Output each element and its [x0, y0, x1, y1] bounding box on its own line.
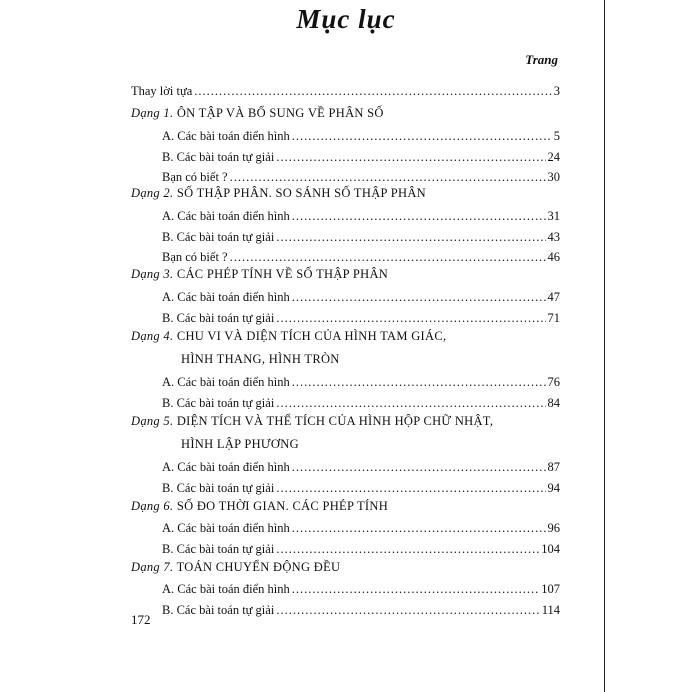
toc-entry-label: B. Các bài toán tự giải: [162, 310, 275, 325]
toc-entry[interactable]: [162, 311, 560, 329]
toc-entry-page: 114: [541, 602, 560, 617]
dot-leader: [292, 375, 546, 390]
toc-entry-label: A. Các bài toán điển hình: [162, 460, 290, 474]
dot-leader: [194, 84, 551, 99]
toc-entry[interactable]: [162, 150, 560, 168]
page-title: Mục lục: [296, 4, 396, 34]
toc-entry-label: B. Các bài toán tự giải: [162, 602, 275, 617]
dot-leader: [292, 290, 546, 305]
dot-leader: [276, 481, 545, 496]
section-title-continued: HÌNH LẬP PHƯƠNG: [181, 437, 299, 451]
toc-entry-label: B. Các bài toán tự giải: [162, 229, 275, 244]
dot-leader: [230, 170, 546, 185]
dot-leader: [230, 250, 546, 265]
toc-entry-page: 3: [553, 84, 560, 98]
dot-leader: [292, 460, 546, 475]
dot-leader: [292, 129, 552, 144]
toc-entry-label: Bạn có biết ?: [162, 170, 228, 184]
toc-entry[interactable]: [162, 375, 560, 393]
section-prefix: Dạng 7.: [131, 560, 174, 574]
toc-entry[interactable]: [162, 481, 560, 499]
toc-entry-page: 47: [547, 290, 560, 304]
toc-section-heading[interactable]: [131, 414, 493, 429]
section-title: SỐ THẬP PHÂN. SO SÁNH SỐ THẬP PHÂN: [176, 186, 426, 200]
toc-entry-label: A. Các bài toán điển hình: [162, 129, 290, 143]
toc-entry-label: A. Các bài toán điển hình: [162, 209, 290, 223]
toc-entry-label: B. Các bài toán tự giải: [162, 541, 275, 556]
toc-entry-page: 96: [547, 521, 560, 535]
toc-entry-page: 30: [547, 170, 560, 184]
toc-entry-page: 24: [547, 149, 560, 164]
section-title: CHU VI VÀ DIỆN TÍCH CỦA HÌNH TAM GIÁC,: [176, 329, 447, 343]
page-number: 172: [131, 612, 151, 627]
dot-leader: [276, 150, 545, 165]
toc-entry[interactable]: [162, 582, 560, 600]
toc-entry-page: 5: [553, 129, 560, 143]
toc-entry[interactable]: [162, 603, 560, 621]
dot-leader: [276, 603, 539, 618]
toc-entry-label: B. Các bài toán tự giải: [162, 149, 275, 164]
dot-leader: [292, 582, 540, 597]
toc-section-heading[interactable]: [131, 560, 340, 575]
toc-section-heading[interactable]: [131, 186, 426, 201]
toc-entry-label: B. Các bài toán tự giải: [162, 480, 275, 495]
page-column-header: Trang: [525, 52, 558, 67]
toc-section-heading[interactable]: [131, 267, 388, 282]
toc-entry-page: 104: [541, 541, 560, 556]
toc-entry-page: 31: [547, 209, 560, 223]
section-title: SỐ ĐO THỜI GIAN. CÁC PHÉP TÍNH: [176, 499, 389, 513]
toc-entry-page: 94: [547, 480, 560, 495]
toc-entry-page: 84: [547, 395, 560, 410]
page-edge-line: [604, 0, 605, 692]
toc-entry-page: 71: [547, 310, 560, 325]
toc-entry-page: 76: [547, 375, 560, 389]
section-prefix: Dạng 5.: [131, 414, 174, 428]
toc-entry[interactable]: [162, 230, 560, 248]
toc-entry-page: 87: [547, 460, 560, 474]
section-prefix: Dạng 1.: [131, 106, 174, 120]
dot-leader: [292, 521, 546, 536]
section-prefix: Dạng 2.: [131, 186, 174, 200]
toc-entry[interactable]: [162, 209, 560, 227]
toc-entry-label: A. Các bài toán điển hình: [162, 290, 290, 304]
toc-section-heading[interactable]: [131, 106, 384, 121]
toc-entry[interactable]: [162, 521, 560, 539]
section-prefix: Dạng 3.: [131, 267, 174, 281]
toc-entry[interactable]: [162, 460, 560, 478]
section-prefix: Dạng 6.: [131, 499, 174, 513]
toc-entry-label: A. Các bài toán điển hình: [162, 521, 290, 535]
toc-entry-label: A. Các bài toán điển hình: [162, 375, 290, 389]
dot-leader: [276, 542, 539, 557]
toc-entry[interactable]: [162, 250, 560, 268]
toc-entry-label: B. Các bài toán tự giải: [162, 395, 275, 410]
section-title-continued: HÌNH THANG, HÌNH TRÒN: [181, 352, 340, 366]
dot-leader: [292, 209, 546, 224]
toc-section-heading[interactable]: [131, 499, 388, 514]
toc-section-heading[interactable]: [131, 329, 446, 344]
toc-entry[interactable]: [162, 129, 560, 147]
section-prefix: Dạng 4.: [131, 329, 174, 343]
toc-entry-page: 43: [547, 229, 560, 244]
toc-preface[interactable]: [131, 84, 560, 102]
toc-entry-label: Thay lời tựa: [131, 84, 193, 98]
dot-leader: [276, 311, 545, 326]
toc-entry[interactable]: [162, 542, 560, 560]
dot-leader: [276, 396, 545, 411]
toc-entry-page: 46: [547, 250, 560, 264]
section-title: CÁC PHÉP TÍNH VỀ SỐ THẬP PHÂN: [176, 267, 389, 281]
section-title: DIỆN TÍCH VÀ THỂ TÍCH CỦA HÌNH HỘP CHỮ NHẬT,: [176, 414, 494, 428]
toc-entry-page: 107: [541, 582, 560, 596]
dot-leader: [276, 230, 545, 245]
toc-entry[interactable]: [162, 290, 560, 308]
toc-entry-label: A. Các bài toán điển hình: [162, 582, 290, 596]
section-title: TOÁN CHUYỂN ĐỘNG ĐỀU: [176, 560, 341, 574]
toc-entry-label: Bạn có biết ?: [162, 250, 228, 264]
section-title: ÔN TẬP VÀ BỔ SUNG VỀ PHÂN SỐ: [176, 106, 384, 120]
toc-entry[interactable]: [162, 396, 560, 414]
